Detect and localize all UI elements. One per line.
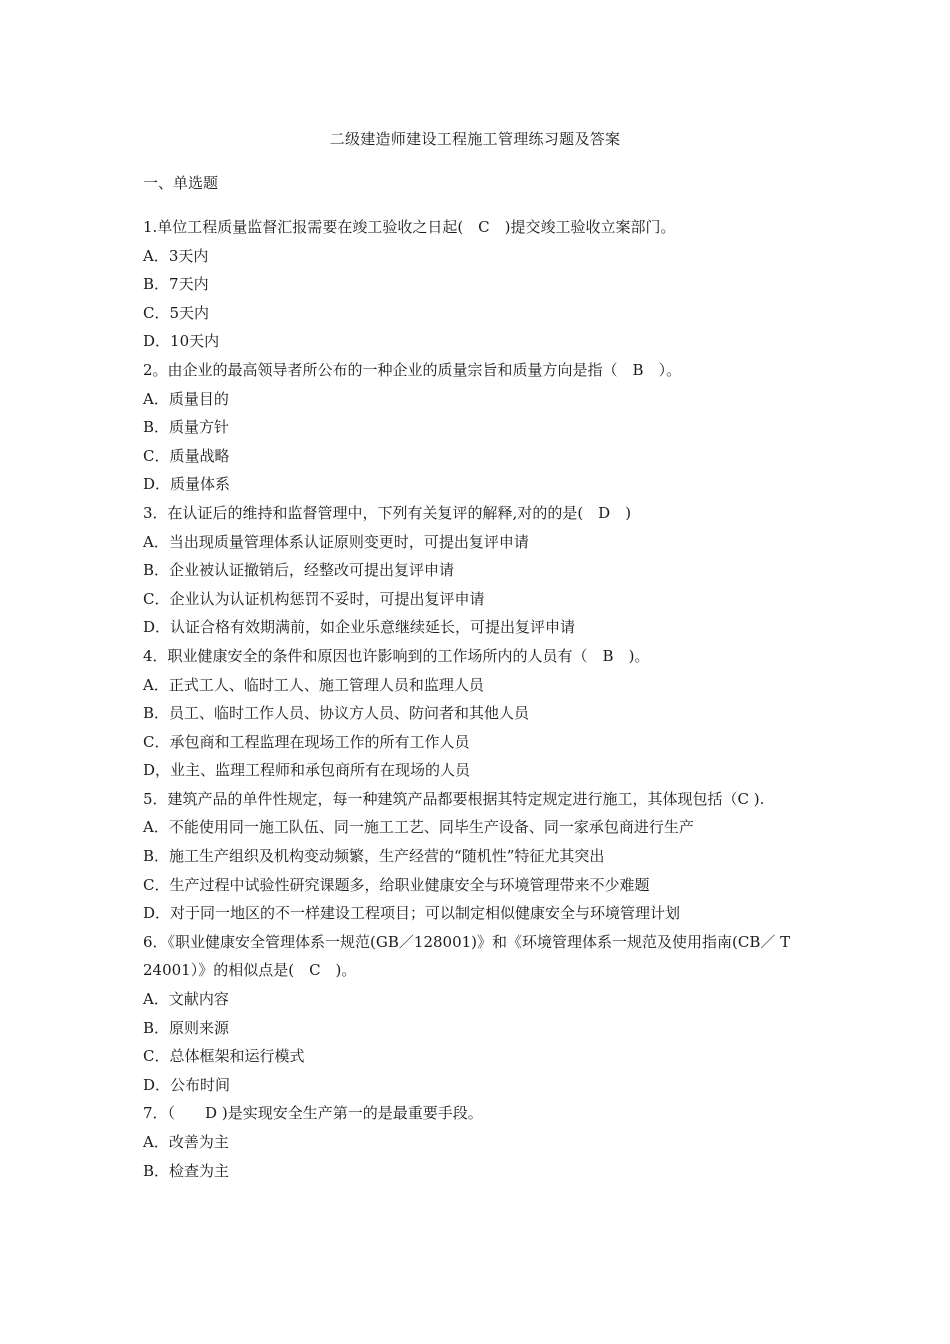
option-b: B．7天内 [143,275,209,294]
option-a: A．3天内 [143,246,209,265]
option-a: A．当出现质量管理体系认证原则变更时，可提出复评申请 [143,532,529,551]
option-b: B．企业被认证撤销后，经整改可提出复评申请 [143,561,455,580]
section-heading: 一、单选题 [143,174,219,192]
question-stem: 1.单位工程质量监督汇报需要在竣工验收之日起( C )提交竣工验收立案部门。 [143,218,676,236]
option-b: B．施工生产组织及机构变动频繁，生产经营的“随机性”特征尤其突出 [143,847,605,866]
option-b: B．原则来源 [143,1018,230,1037]
question-stem: 7．（ D )是实现安全生产第一的是最重要手段。 [143,1104,483,1123]
document-title: 二级建造师建设工程施工管理练习题及答案 [329,130,621,148]
option-c: C．承包商和工程监理在现场工作的所有工作人员 [143,732,470,751]
option-b: B．员工、临时工作人员、协议方人员、防问者和其他人员 [143,704,530,723]
option-a: A．不能使用同一施工队伍、同一施工工艺、同毕生产设备、同一家承包商进行生产 [143,818,694,837]
option-c: C．总体框架和运行模式 [143,1047,305,1066]
question-stem: 5．建筑产品的单件性规定，每一种建筑产品都要根据其特定规定进行施工，其体现包括（C ). [143,789,765,808]
option-d: D．认证合格有效期满前，如企业乐意继续延长，可提出复评申请 [143,618,576,637]
question-stem: 3．在认证后的维持和监督管理中，下列有关复评的解释,对的的是( D ) [143,503,632,522]
option-c: C．生产过程中试验性研究课题多，给职业健康安全与环境管理带来不少难题 [143,875,650,894]
option-c: C．5天内 [143,303,210,322]
option-d: D．质量体系 [143,475,231,494]
option-c: C．质量战略 [143,446,230,465]
question-list [143,213,823,1185]
option-c: C．企业认为认证机构惩罚不妥时，可提出复评申请 [143,589,485,608]
question-7 [143,1099,823,1185]
question-stem: 6．《职业健康安全管理体系一规范(GB／128001)》和《环境管理体系一规范及使用指南(CB／ T 24001）》的相似点是( C )。 [143,932,795,980]
question-stem: 2。由企业的最高领导者所公布的一种企业的质量宗旨和质量方向是指（ B ）。 [143,360,682,379]
option-a: A．正式工人、临时工人、施工管理人员和监理人员 [143,675,484,694]
question-5 [143,785,823,928]
question-2 [143,356,823,499]
option-d: D．公布时间 [143,1075,231,1094]
question-stem: 4．职业健康安全的条件和原因也许影响到的工作场所内的人员有（ B )。 [143,646,650,665]
question-1 [143,213,823,356]
option-a: A．文献内容 [143,990,229,1009]
option-d: D．对于同一地区的不一样建设工程项目；可以制定相似健康安全与环境管理计划 [143,904,681,923]
option-d: D．10天内 [143,332,220,351]
question-6 [143,928,823,1100]
option-b: B．质量方针 [143,418,230,437]
option-b: B．检查为主 [143,1161,230,1180]
option-a: A．改善为主 [143,1133,229,1151]
option-a: A．质量目的 [143,389,229,408]
question-3 [143,499,823,642]
option-d: D，业主、监理工程师和承包商所有在现场的人员 [143,761,471,780]
question-4 [143,642,823,785]
